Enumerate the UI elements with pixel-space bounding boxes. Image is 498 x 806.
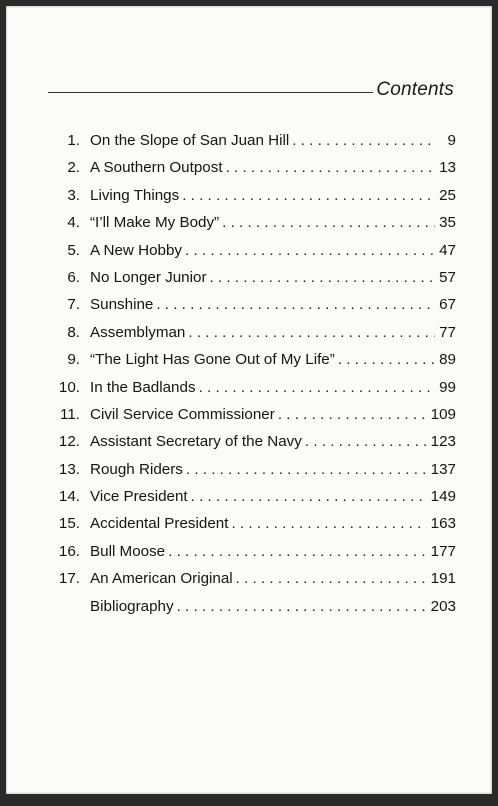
page-number: 109 (430, 405, 456, 423)
page-number: 137 (430, 460, 456, 478)
dot-leader (278, 401, 427, 428)
table-of-contents (52, 127, 456, 620)
chapter-title: Sunshine (90, 296, 154, 314)
dot-leader (168, 538, 427, 565)
toc-entry (52, 291, 456, 318)
toc-entry (52, 401, 456, 428)
toc-entry (52, 565, 456, 592)
page-number: 13 (439, 159, 456, 177)
dot-leader (210, 264, 436, 291)
dot-leader (338, 346, 435, 373)
chapter-title: Bull Moose (90, 542, 166, 560)
dot-leader (305, 428, 427, 455)
chapter-title: “The Light Has Gone Out of My Life” (90, 351, 335, 369)
toc-entry (52, 538, 456, 565)
page-number: 177 (430, 542, 456, 560)
chapter-number: 5. (67, 241, 80, 259)
chapter-number: 6. (67, 268, 80, 286)
book-page (6, 6, 492, 794)
chapter-number: 17. (58, 570, 80, 588)
dot-leader (191, 483, 427, 510)
toc-entry (52, 264, 456, 291)
dot-leader (156, 291, 435, 318)
page-number: 203 (430, 597, 456, 615)
page-title: Contents (376, 79, 454, 100)
dot-leader (226, 154, 436, 181)
chapter-title: Rough Riders (90, 460, 183, 478)
dot-leader (177, 593, 427, 620)
dot-leader (186, 456, 427, 483)
page-number: 25 (439, 186, 456, 204)
page-number: 35 (439, 214, 456, 232)
toc-entry (52, 209, 456, 236)
chapter-number: 4. (67, 214, 80, 232)
toc-entry (52, 456, 456, 483)
page-number: 57 (439, 268, 456, 286)
chapter-title: A New Hobby (90, 241, 183, 259)
chapter-number: 3. (67, 186, 80, 204)
chapter-title: “I’ll Make My Body” (90, 214, 220, 232)
page-number: 89 (439, 351, 456, 369)
toc-entry (52, 374, 456, 401)
dot-leader (231, 510, 426, 537)
page-number: 149 (430, 488, 456, 506)
chapter-number: 2. (67, 159, 80, 177)
toc-entry (52, 154, 456, 181)
chapter-title: Living Things (90, 186, 180, 204)
toc-entry (52, 319, 456, 346)
toc-entry (52, 127, 456, 154)
page-number: 123 (430, 433, 456, 451)
chapter-number: 14. (58, 488, 80, 506)
toc-entry (52, 346, 456, 373)
dot-leader (185, 237, 435, 264)
toc-entry (52, 510, 456, 537)
dot-leader (199, 374, 436, 401)
chapter-number: 1. (67, 132, 80, 149)
chapter-number: 9. (67, 351, 80, 369)
page-number: 99 (439, 378, 456, 396)
chapter-title: An American Original (90, 570, 233, 588)
chapter-title: Assistant Secretary of the Navy (90, 433, 302, 451)
toc-entry (52, 483, 456, 510)
chapter-title: In the Badlands (90, 378, 196, 396)
chapter-title: Bibliography (90, 597, 174, 615)
chapter-number: 10. (58, 378, 80, 396)
page-number: 163 (430, 515, 456, 533)
chapter-title: Vice President (90, 488, 188, 506)
toc-entry (52, 237, 456, 264)
dot-leader (222, 209, 435, 236)
chapter-title: Civil Service Commissioner (90, 405, 275, 423)
chapter-number: 11. (60, 405, 80, 423)
page-number: 67 (439, 296, 456, 314)
header-rule (48, 92, 373, 93)
chapter-number: 7. (67, 296, 80, 314)
page-number: 77 (439, 323, 456, 341)
toc-entry (52, 182, 456, 209)
chapter-title: Accidental President (90, 515, 229, 533)
page-number: 47 (439, 241, 456, 259)
chapter-title: Assemblyman (90, 323, 186, 341)
chapter-title: A Southern Outpost (90, 159, 223, 177)
dot-leader (182, 182, 435, 209)
toc-entry (52, 428, 456, 455)
chapter-number: 8. (67, 323, 80, 341)
dot-leader (236, 565, 427, 592)
chapter-number: 15. (58, 515, 80, 533)
chapter-title: On the Slope of San Juan Hill (90, 132, 290, 149)
page-number: 191 (430, 570, 456, 588)
chapter-number: 13. (58, 460, 80, 478)
dot-leader (188, 319, 435, 346)
dot-leader (292, 127, 436, 154)
chapter-number: 12. (58, 433, 80, 451)
chapter-number: 16. (58, 542, 80, 560)
chapter-title: No Longer Junior (90, 268, 207, 286)
page-number: 9 (447, 132, 456, 149)
toc-entry-bibliography (52, 593, 456, 620)
